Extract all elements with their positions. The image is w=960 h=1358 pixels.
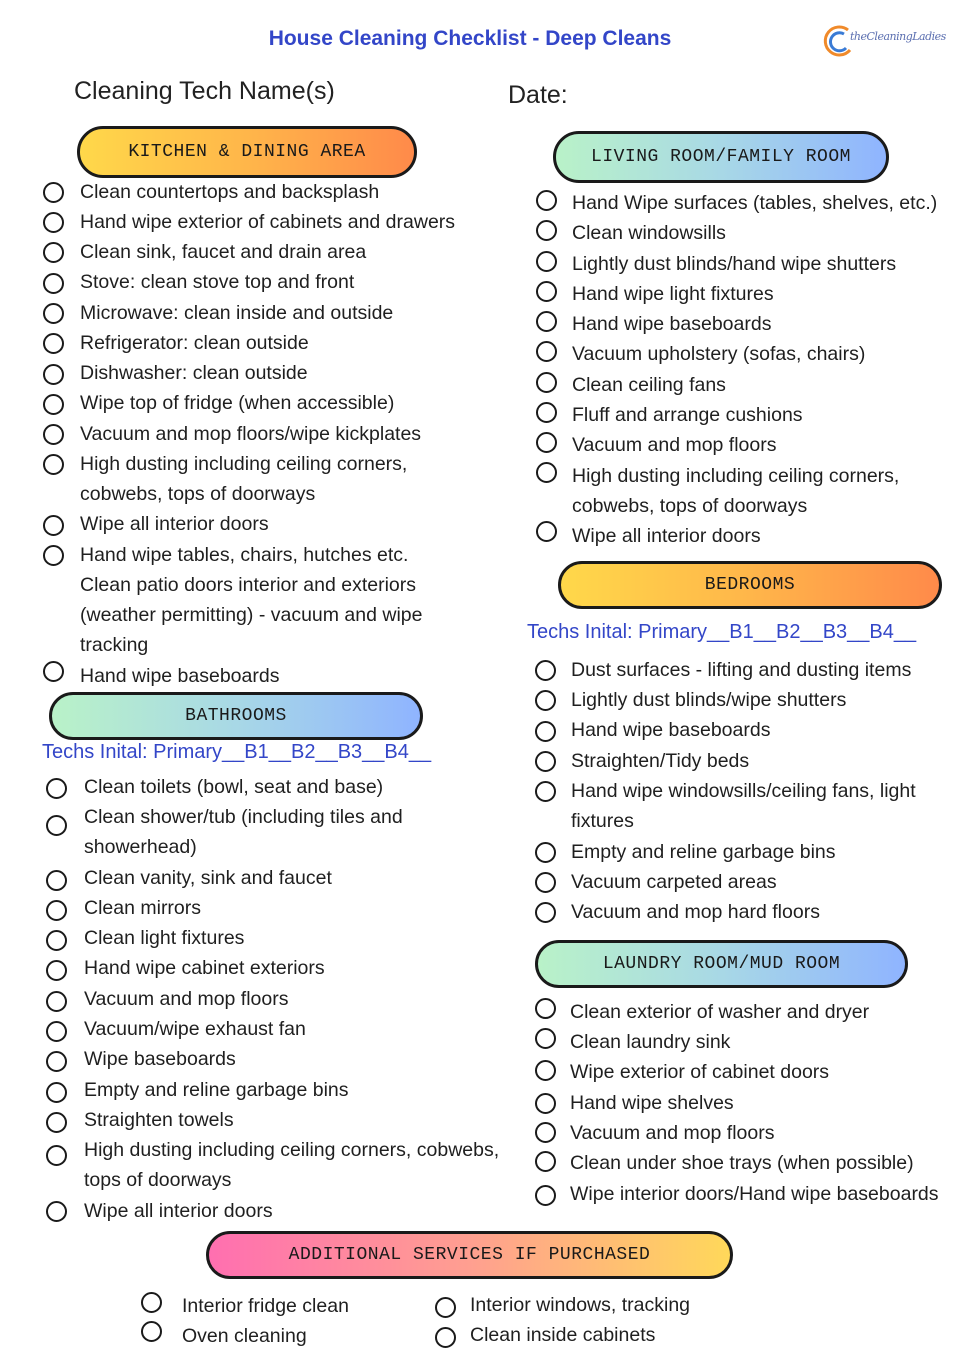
checkbox-circle[interactable]	[43, 661, 64, 682]
bathroom-item: Straighten towels	[84, 1109, 234, 1131]
living-room-item: Hand wipe baseboards	[572, 313, 772, 335]
date-label: Date:	[508, 81, 568, 109]
bathrooms-techs-initials: Techs Inital: Primary__B1__B2__B3__B4__	[42, 741, 432, 763]
laundry-item: Clean exterior of washer and dryer	[570, 1001, 870, 1023]
kitchen-item: Dishwasher: clean outside	[80, 362, 308, 384]
bathroom-item: Hand wipe cabinet exteriors	[84, 957, 325, 979]
checkbox-circle[interactable]	[46, 778, 67, 799]
checkbox-circle[interactable]	[46, 1021, 67, 1042]
kitchen-item: Wipe all interior doors	[80, 513, 269, 535]
checkbox-circle[interactable]	[535, 751, 556, 772]
checkbox-circle[interactable]	[46, 1145, 67, 1166]
checkbox-circle[interactable]	[43, 545, 64, 566]
checkbox-circle[interactable]	[535, 998, 556, 1019]
kitchen-item: Clean countertops and backsplash	[80, 181, 380, 203]
living-room-item: Wipe all interior doors	[572, 525, 761, 547]
additional-item: Clean inside cabinets	[470, 1324, 656, 1346]
bathroom-item: Wipe all interior doors	[84, 1200, 273, 1222]
bedrooms-techs-initials: Techs Inital: Primary__B1__B2__B3__B4__	[527, 621, 917, 643]
additional-item: Interior windows, tracking	[470, 1294, 691, 1316]
checkbox-circle[interactable]	[536, 220, 557, 241]
bathroom-item: High dusting including ceiling corners, cobwebs,	[84, 1139, 500, 1161]
checkbox-circle[interactable]	[536, 251, 557, 272]
checkbox-circle[interactable]	[46, 900, 67, 921]
living-room-item: cobwebs, tops of doorways	[572, 495, 808, 517]
checkbox-circle[interactable]	[536, 281, 557, 302]
checkbox-circle[interactable]	[43, 212, 64, 233]
kitchen-item: Microwave: clean inside and outside	[80, 302, 394, 324]
checkbox-circle[interactable]	[535, 842, 556, 863]
checkbox-circle[interactable]	[43, 515, 64, 536]
laundry-item: Vacuum and mop floors	[570, 1122, 775, 1144]
checkbox-circle[interactable]	[535, 872, 556, 893]
checkbox-circle[interactable]	[46, 1112, 67, 1133]
living-room-item: Vacuum upholstery (sofas, chairs)	[572, 343, 866, 365]
bathrooms-heading: BATHROOMS	[49, 692, 423, 740]
living-room-item: Clean ceiling fans	[572, 374, 726, 396]
checkbox-circle[interactable]	[141, 1321, 162, 1342]
kitchen-item: Vacuum and mop floors/wipe kickplates	[80, 423, 422, 445]
kitchen-item: Hand wipe baseboards	[80, 665, 280, 687]
checkbox-circle[interactable]	[43, 242, 64, 263]
additional-item: Interior fridge clean	[182, 1295, 349, 1317]
kitchen-item: Clean sink, faucet and drain area	[80, 241, 367, 263]
bathroom-item: Clean vanity, sink and faucet	[84, 867, 332, 889]
checkbox-circle[interactable]	[141, 1292, 162, 1313]
bathroom-item: Vacuum/wipe exhaust fan	[84, 1018, 306, 1040]
laundry-item: Clean under shoe trays (when possible)	[570, 1152, 914, 1174]
bedroom-item: Empty and reline garbage bins	[571, 841, 836, 863]
bathroom-item: showerhead)	[84, 836, 197, 858]
checkbox-circle[interactable]	[43, 303, 64, 324]
checkbox-circle[interactable]	[536, 311, 557, 332]
living-room-item: Vacuum and mop floors	[572, 434, 777, 456]
laundry-item: Clean laundry sink	[570, 1031, 731, 1053]
laundry-heading: LAUNDRY ROOM/MUD ROOM	[535, 940, 908, 988]
laundry-item: Wipe interior doors/Hand wipe baseboards	[570, 1183, 939, 1205]
checkbox-circle[interactable]	[46, 1201, 67, 1222]
checkbox-circle[interactable]	[46, 930, 67, 951]
kitchen-item: High dusting including ceiling corners,	[80, 453, 408, 475]
living-room-item: Clean windowsills	[572, 222, 726, 244]
checkbox-circle[interactable]	[535, 1028, 556, 1049]
kitchen-item: Wipe top of fridge (when accessible)	[80, 392, 395, 414]
kitchen-item: Stove: clean stove top and front	[80, 271, 355, 293]
checkbox-circle[interactable]	[536, 432, 557, 453]
living-room-item: High dusting including ceiling corners,	[572, 465, 900, 487]
bedroom-item: Hand wipe windowsills/ceiling fans, light	[571, 780, 916, 802]
checkbox-circle[interactable]	[43, 424, 64, 445]
checkbox-circle[interactable]	[46, 815, 67, 836]
bathroom-item: Vacuum and mop floors	[84, 988, 289, 1010]
checkbox-circle[interactable]	[535, 690, 556, 711]
checkbox-circle[interactable]	[435, 1327, 456, 1348]
checkbox-circle[interactable]	[435, 1297, 456, 1318]
laundry-item: Hand wipe shelves	[570, 1092, 734, 1114]
bathroom-item: Wipe baseboards	[84, 1048, 236, 1070]
checkbox-circle[interactable]	[535, 660, 556, 681]
laundry-item: Wipe exterior of cabinet doors	[570, 1061, 830, 1083]
checkbox-circle[interactable]	[46, 991, 67, 1012]
checkbox-circle[interactable]	[535, 1122, 556, 1143]
checkbox-circle[interactable]	[46, 960, 67, 981]
bathroom-item: Clean toilets (bowl, seat and base)	[84, 776, 384, 798]
kitchen-item: Refrigerator: clean outside	[80, 332, 309, 354]
kitchen-item: Clean patio doors interior and exteriors	[80, 574, 417, 596]
checkbox-circle[interactable]	[43, 333, 64, 354]
kitchen-heading: KITCHEN & DINING AREA	[77, 126, 417, 178]
bedroom-item: Hand wipe baseboards	[571, 719, 771, 741]
bedroom-item: fixtures	[571, 810, 634, 832]
checkbox-circle[interactable]	[536, 462, 557, 483]
checkbox-circle[interactable]	[535, 781, 556, 802]
checkbox-circle[interactable]	[535, 721, 556, 742]
living-room-item: Fluff and arrange cushions	[572, 404, 803, 426]
page-title: House Cleaning Checklist - Deep Cleans	[268, 27, 672, 50]
checkbox-circle[interactable]	[536, 521, 557, 542]
checkbox-circle[interactable]	[43, 394, 64, 415]
kitchen-item: tracking	[80, 634, 149, 656]
checkbox-circle[interactable]	[43, 454, 64, 475]
bedroom-item: Vacuum carpeted areas	[571, 871, 777, 893]
bathroom-item: tops of doorways	[84, 1169, 232, 1191]
kitchen-item: Hand wipe exterior of cabinets and drawers	[80, 211, 456, 233]
kitchen-item: (weather permitting) - vacuum and wipe	[80, 604, 423, 626]
bedroom-item: Vacuum and mop hard floors	[571, 901, 820, 923]
checkbox-circle[interactable]	[536, 190, 557, 211]
bedroom-item: Dust surfaces - lifting and dusting items	[571, 659, 912, 681]
logo	[812, 14, 946, 84]
checkbox-circle[interactable]	[535, 1060, 556, 1081]
kitchen-item: cobwebs, tops of doorways	[80, 483, 316, 505]
living-room-item: Hand Wipe surfaces (tables, shelves, etc.)	[572, 192, 938, 214]
bathroom-item: Empty and reline garbage bins	[84, 1079, 349, 1101]
checkbox-circle[interactable]	[46, 870, 67, 891]
checkbox-circle[interactable]	[43, 364, 64, 385]
bedrooms-heading: BEDROOMS	[558, 561, 942, 609]
additional-services-heading: ADDITIONAL SERVICES IF PURCHASED	[206, 1231, 733, 1279]
checkbox-circle[interactable]	[535, 1093, 556, 1114]
bedroom-item: Lightly dust blinds/wipe shutters	[571, 689, 847, 711]
additional-item: Oven cleaning	[182, 1325, 307, 1347]
bathroom-item: Clean light fixtures	[84, 927, 245, 949]
checkbox-circle[interactable]	[46, 1082, 67, 1103]
checkbox-circle[interactable]	[535, 1151, 556, 1172]
living-room-item: Lightly dust blinds/hand wipe shutters	[572, 253, 897, 275]
checkbox-circle[interactable]	[43, 182, 64, 203]
bathroom-item: Clean mirrors	[84, 897, 202, 919]
bathroom-item: Clean shower/tub (including tiles and	[84, 806, 403, 828]
logo-text: theCleaningLadies	[850, 30, 946, 43]
checkbox-circle[interactable]	[536, 402, 557, 423]
bedroom-item: Straighten/Tidy beds	[571, 750, 750, 772]
checkbox-circle[interactable]	[536, 372, 557, 393]
checkbox-circle[interactable]	[536, 341, 557, 362]
checkbox-circle[interactable]	[43, 273, 64, 294]
checkbox-circle[interactable]	[46, 1051, 67, 1072]
checkbox-circle[interactable]	[535, 1185, 556, 1206]
living-room-heading: LIVING ROOM/FAMILY ROOM	[553, 131, 889, 183]
living-room-item: Hand wipe light fixtures	[572, 283, 774, 305]
tech-name-label: Cleaning Tech Name(s)	[74, 77, 335, 105]
checkbox-circle[interactable]	[535, 902, 556, 923]
kitchen-item: Hand wipe tables, chairs, hutches etc.	[80, 544, 409, 566]
